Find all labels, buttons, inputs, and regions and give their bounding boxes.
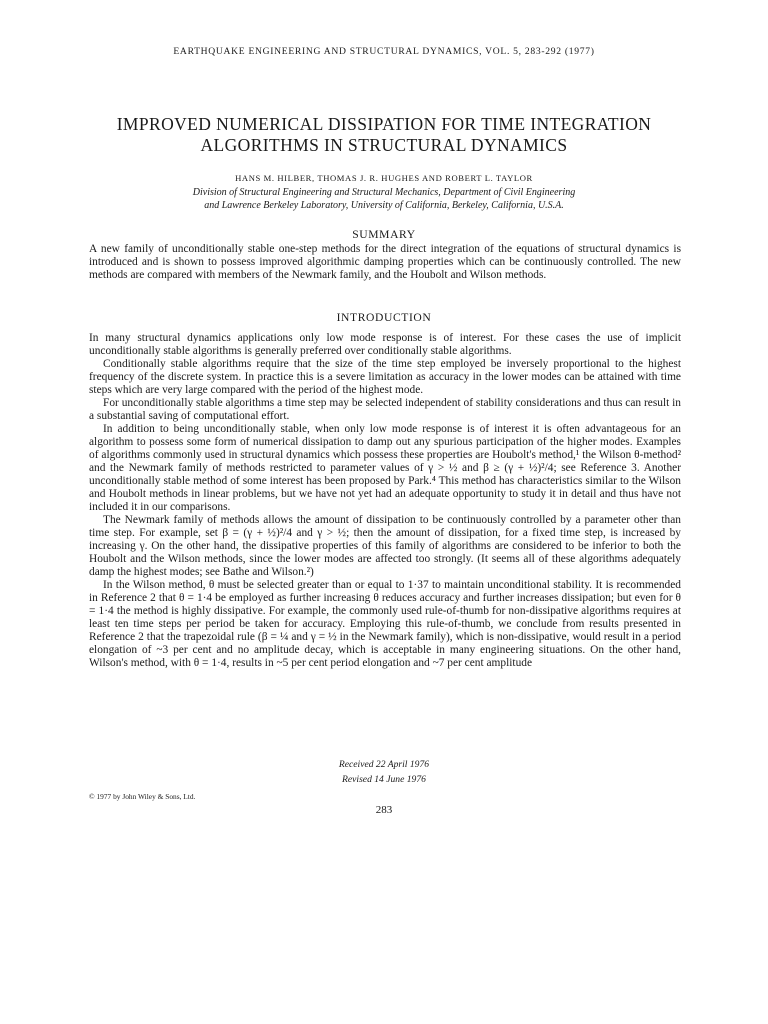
- introduction-heading: INTRODUCTION: [336, 311, 432, 324]
- paper-title-line-2: ALGORITHMS IN STRUCTURAL DYNAMICS: [200, 135, 568, 155]
- summary-heading: SUMMARY: [352, 228, 416, 241]
- paragraph: For unconditionally stable algorithms a time step may be selected independent of stability considerations and thus can result in a substantial saving of computational effort.: [89, 397, 681, 422]
- affiliation-line-2: and Lawrence Berkeley Laboratory, University of California, Berkeley, California, U.S.A.: [204, 199, 564, 211]
- paper-title: [60, 114, 708, 156]
- copyright-notice: © 1977 by John Wiley & Sons, Ltd.: [89, 792, 196, 801]
- page-number: 283: [375, 804, 393, 816]
- affiliation: [60, 187, 708, 212]
- author-list: HANS M. HILBER, THOMAS J. R. HUGHES AND ROBERT L. TAYLOR: [235, 173, 533, 183]
- manuscript-dates: [0, 757, 768, 787]
- paragraph: In addition to being unconditionally stable, when only low mode response is of interest it is often advantageous for an algorithm to possess some form of numerical dissipation to damp out any spurious participation of the higher modes. Examples of algorithms commonly used in structural dynamics which possess these properties are Houbolt's method,¹ the Wilson θ-method² and the Newmark family of methods restricted to parameter values of γ > ½ and β ≥ (γ + ½)²/4; see Reference 3. Another unconditionally stable method of some interest has been proposed by Park.⁴ This method has characteristics similar to the Wilson and Houbolt methods in linear problems, but we have not yet had an adequate opportunity to study it in detail and thus have not included it in our comparisons.: [89, 423, 681, 513]
- journal-header: EARTHQUAKE ENGINEERING AND STRUCTURAL DYNAMICS, VOL. 5, 283-292 (1977): [173, 46, 595, 57]
- introduction-body: [89, 332, 681, 670]
- paragraph: Conditionally stable algorithms require that the size of the time step employed be inversely proportional to the highest frequency of the discrete system. In practice this is a severe limitation as accuracy in the lower modes can be attained with time steps which are very large compared with the period of the highest mode.: [89, 358, 681, 396]
- paragraph: In many structural dynamics applications only low mode response is of interest. For these cases the use of implicit unconditionally stable algorithms is generally preferred over conditionally stable algorithms.: [89, 332, 681, 357]
- paper-title-line-1: IMPROVED NUMERICAL DISSIPATION FOR TIME INTEGRATION: [116, 114, 652, 134]
- revised-date: Revised 14 June 1976: [342, 774, 426, 785]
- summary-text: A new family of unconditionally stable one-step methods for the direct integration of the equations of structural dynamics is introduced and is shown to possess improved algorithmic damping properties which can be continuously controlled. The new methods are compared with members of the Newmark family, and the Houbolt and Wilson methods.: [89, 243, 681, 281]
- paragraph: The Newmark family of methods allows the amount of dissipation to be continuously controlled by a parameter other than time step. For example, set β = (γ + ½)²/4 and γ > ½; then the amount of dissipation, for a fixed time step, is increased by increasing γ. On the other hand, the dissipative properties of this family of algorithms are considered to be inferior to both the Houbolt and the Wilson methods, since the lower modes are affected too strongly. (It seems all of these algorithms adequately damp the highest modes; see Bathe and Wilson.²): [89, 514, 681, 578]
- paragraph: In the Wilson method, θ must be selected greater than or equal to 1·37 to maintain unconditional stability. It is recommended in Reference 2 that θ = 1·4 be employed as further increasing θ reduces accuracy and further increases dissipation; but even for θ = 1·4 the method is highly dissipative. For example, the commonly used rule-of-thumb for non-dissipative algorithms requires at least ten time steps per period be taken for accuracy. Employing this rule-of-thumb, we conclude from results presented in Reference 2 that the trapezoidal rule (β = ¼ and γ = ½ in the Newmark family), which is non-dissipative, would result in a period elongation of ~3 per cent and no amplitude decay, which is acceptable in many engineering situations. On the other hand, Wilson's method, with θ = 1·4, results in ~5 per cent period elongation and ~7 per cent amplitude: [89, 579, 681, 669]
- affiliation-line-1: Division of Structural Engineering and Structural Mechanics, Department of Civil Engineering: [192, 187, 576, 198]
- received-date: Received 22 April 1976: [338, 759, 430, 770]
